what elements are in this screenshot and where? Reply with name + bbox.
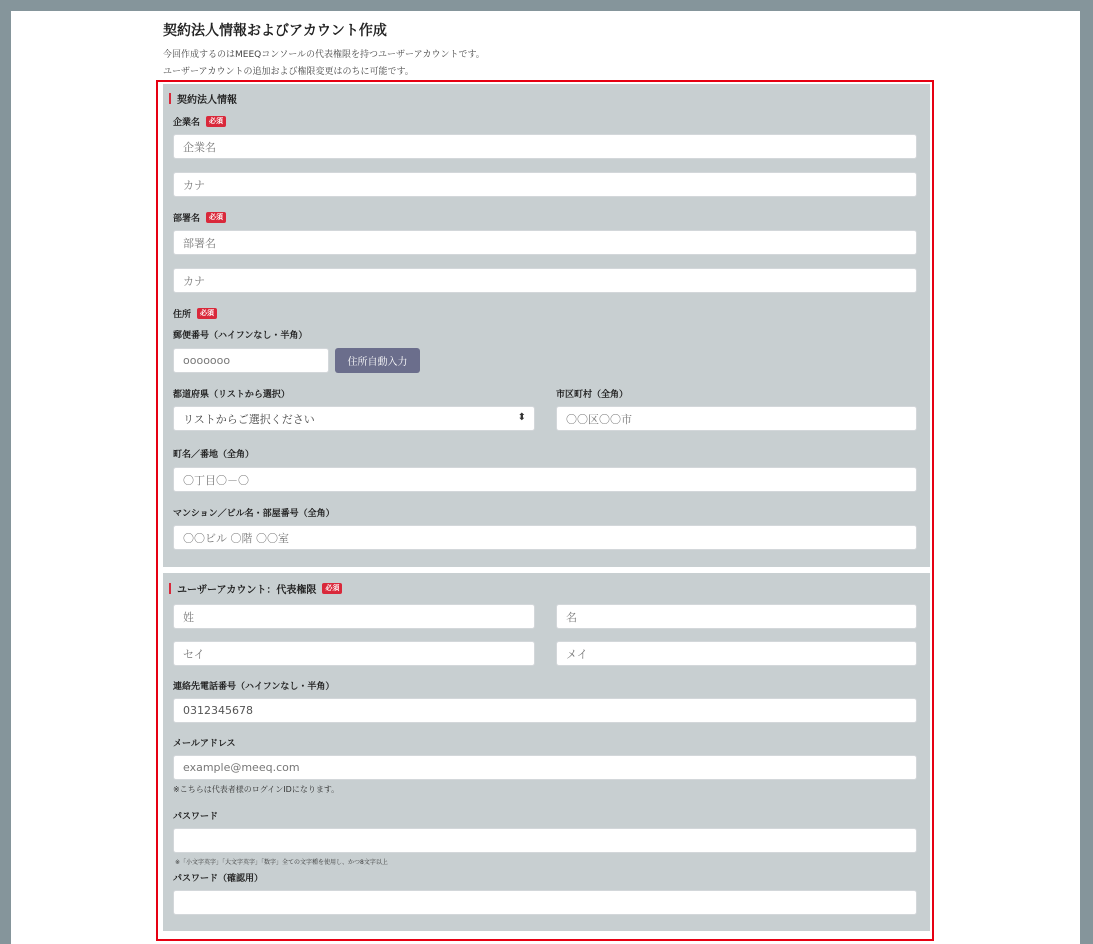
password-note: ※「小文字英字」「大文字英字」「数字」全ての文字種を使用し、かつ8文字以上	[175, 859, 388, 866]
required-badge: 必須	[206, 212, 226, 223]
company-name-input[interactable]: 企業名	[173, 134, 917, 159]
last-name-kana-input[interactable]: セイ	[173, 641, 535, 666]
highlight-frame	[156, 80, 934, 941]
postal-code-input[interactable]: ooooooo	[173, 348, 329, 373]
prefecture-select-value: リストからご選択ください	[183, 412, 315, 426]
postal-label: 郵便番号（ハイフンなし・半角）	[173, 331, 308, 341]
last-name-input[interactable]: 姓	[173, 604, 535, 629]
building-input[interactable]: 〇〇ビル 〇階 〇〇室	[173, 525, 917, 550]
first-name-input[interactable]: 名	[556, 604, 917, 629]
required-badge: 必須	[206, 116, 226, 127]
email-label: メールアドレス	[173, 739, 236, 749]
city-input[interactable]: 〇〇区〇〇市	[556, 406, 917, 431]
email-note: ※こちらは代表者様のログインIDになります。	[173, 785, 340, 794]
email-input[interactable]: example@meeq.com	[173, 755, 917, 780]
dept-kana-input[interactable]: カナ	[173, 268, 917, 293]
address-autofill-button[interactable]: 住所自動入力	[335, 348, 420, 373]
phone-input[interactable]: 0312345678	[173, 698, 917, 723]
city-label: 市区町村（全角）	[556, 390, 629, 400]
page-title: 契約法人情報およびアカウント作成	[163, 23, 387, 39]
company-kana-input[interactable]: カナ	[173, 172, 917, 197]
first-name-kana-input[interactable]: メイ	[556, 641, 917, 666]
right-edge	[1080, 0, 1093, 944]
prefecture-label: 都道府県（リストから選択）	[173, 390, 290, 400]
phone-label: 連絡先電話番号（ハイフンなし・半角）	[173, 682, 335, 692]
town-label: 町名／番地（全角）	[173, 450, 255, 460]
company-label-text: 企業名	[173, 118, 201, 128]
password-label: パスワード	[173, 812, 219, 822]
corp-section-title-text: 契約法人情報	[177, 95, 237, 106]
address-label-text: 住所	[173, 310, 192, 320]
password-confirm-label: パスワード（確認用）	[173, 874, 264, 884]
dept-label-text: 部署名	[173, 214, 201, 224]
town-input[interactable]: 〇丁目〇－〇	[173, 467, 917, 492]
description-line-2: ユーザーアカウントの追加および権限変更はのちに可能です。	[163, 67, 414, 77]
user-section-title-text: ユーザーアカウント：代表権限	[177, 585, 317, 596]
required-badge: 必須	[322, 583, 342, 594]
dept-name-input[interactable]: 部署名	[173, 230, 917, 255]
building-label: マンション／ビル名・部屋番号（全角）	[173, 509, 335, 519]
description-line-1: 今回作成するのはMEEQコンソールの代表権限を持つユーザーアカウントです。	[163, 50, 485, 60]
required-badge: 必須	[197, 308, 217, 319]
